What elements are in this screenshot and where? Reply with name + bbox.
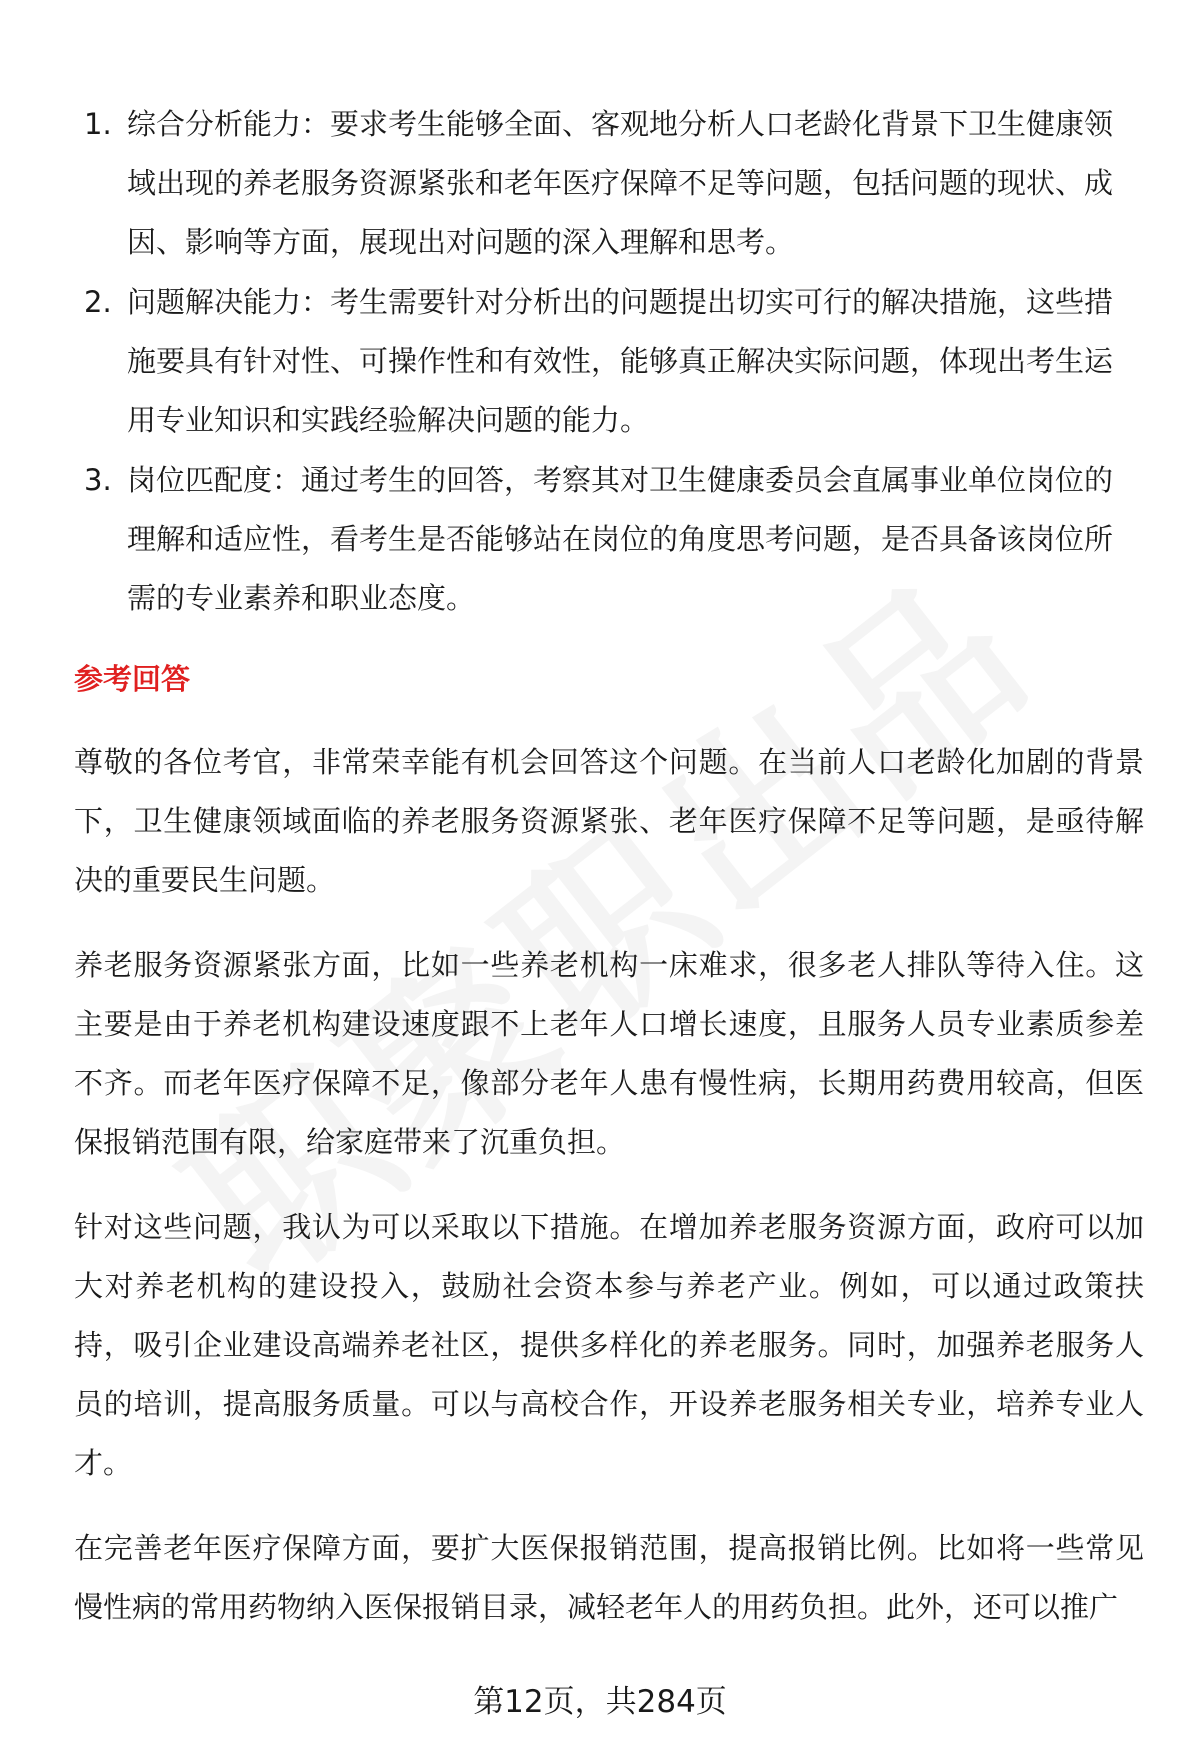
- list-item-text: 综合分析能力：要求考生能够全面、客观地分析人口老龄化背景下卫生健康领域出现的养老服务资源紧张和老年医疗保障不足等问题，包括问题的现状、成因、影响等方面，展现出对问题的深入理解和思考。: [127, 107, 1114, 259]
- list-item: [0, 273, 1200, 450]
- list-item-number: 3.: [84, 463, 112, 497]
- list-item: [0, 451, 1200, 628]
- list-item-text: 问题解决能力：考生需要针对分析出的问题提出切实可行的解决措施，这些措施要具有针对性、可操作性和有效性，能够真正解决实际问题，体现出考生运用专业知识和实践经验解决问题的能力。: [127, 285, 1114, 437]
- section-title: 参考回答: [74, 662, 191, 696]
- list-item-text: 岗位匹配度：通过考生的回答，考察其对卫生健康委员会直属事业单位岗位的理解和适应性，看考生是否能够站在岗位的角度思考问题，是否具备该岗位所需的专业素养和职业态度。: [127, 463, 1114, 615]
- page-number: 第12页，共284页: [473, 1684, 727, 1720]
- list-item-number: 2.: [84, 285, 112, 319]
- list-item: [0, 95, 1200, 272]
- paragraph: 在完善老年医疗保障方面，要扩大医保报销范围，提高报销比例。比如将一些常见慢性病的常用药物纳入医保报销目录，减轻老年人的用药负担。此外，还可以推广: [74, 1531, 1144, 1624]
- answer-body: [74, 733, 1144, 1663]
- paragraph: 养老服务资源紧张方面，比如一些养老机构一床难求，很多老人排队等待入住。这主要是由于养老机构建设速度跟不上老年人口增长速度，且服务人员专业素质参差不齐。而老年医疗保障不足，像部分老年人患有慢性病，长期用药费用较高，但医保报销范围有限，给家庭带来了沉重负担。: [74, 948, 1144, 1159]
- list-item-number: 1.: [84, 107, 112, 141]
- paragraph: 针对这些问题，我认为可以采取以下措施。在增加养老服务资源方面，政府可以加大对养老机构的建设投入，鼓励社会资本参与养老产业。例如，可以通过政策扶持，吸引企业建设高端养老社区，提供多样化的养老服务。同时，加强养老服务人员的培训，提高服务质量。可以与高校合作，开设养老服务相关专业，培养专业人才。: [74, 1210, 1144, 1480]
- paragraph: 尊敬的各位考官，非常荣幸能有机会回答这个问题。在当前人口老龄化加剧的背景下，卫生健康领域面临的养老服务资源紧张、老年医疗保障不足等问题，是亟待解决的重要民生问题。: [74, 745, 1144, 897]
- criteria-list: [0, 95, 1200, 629]
